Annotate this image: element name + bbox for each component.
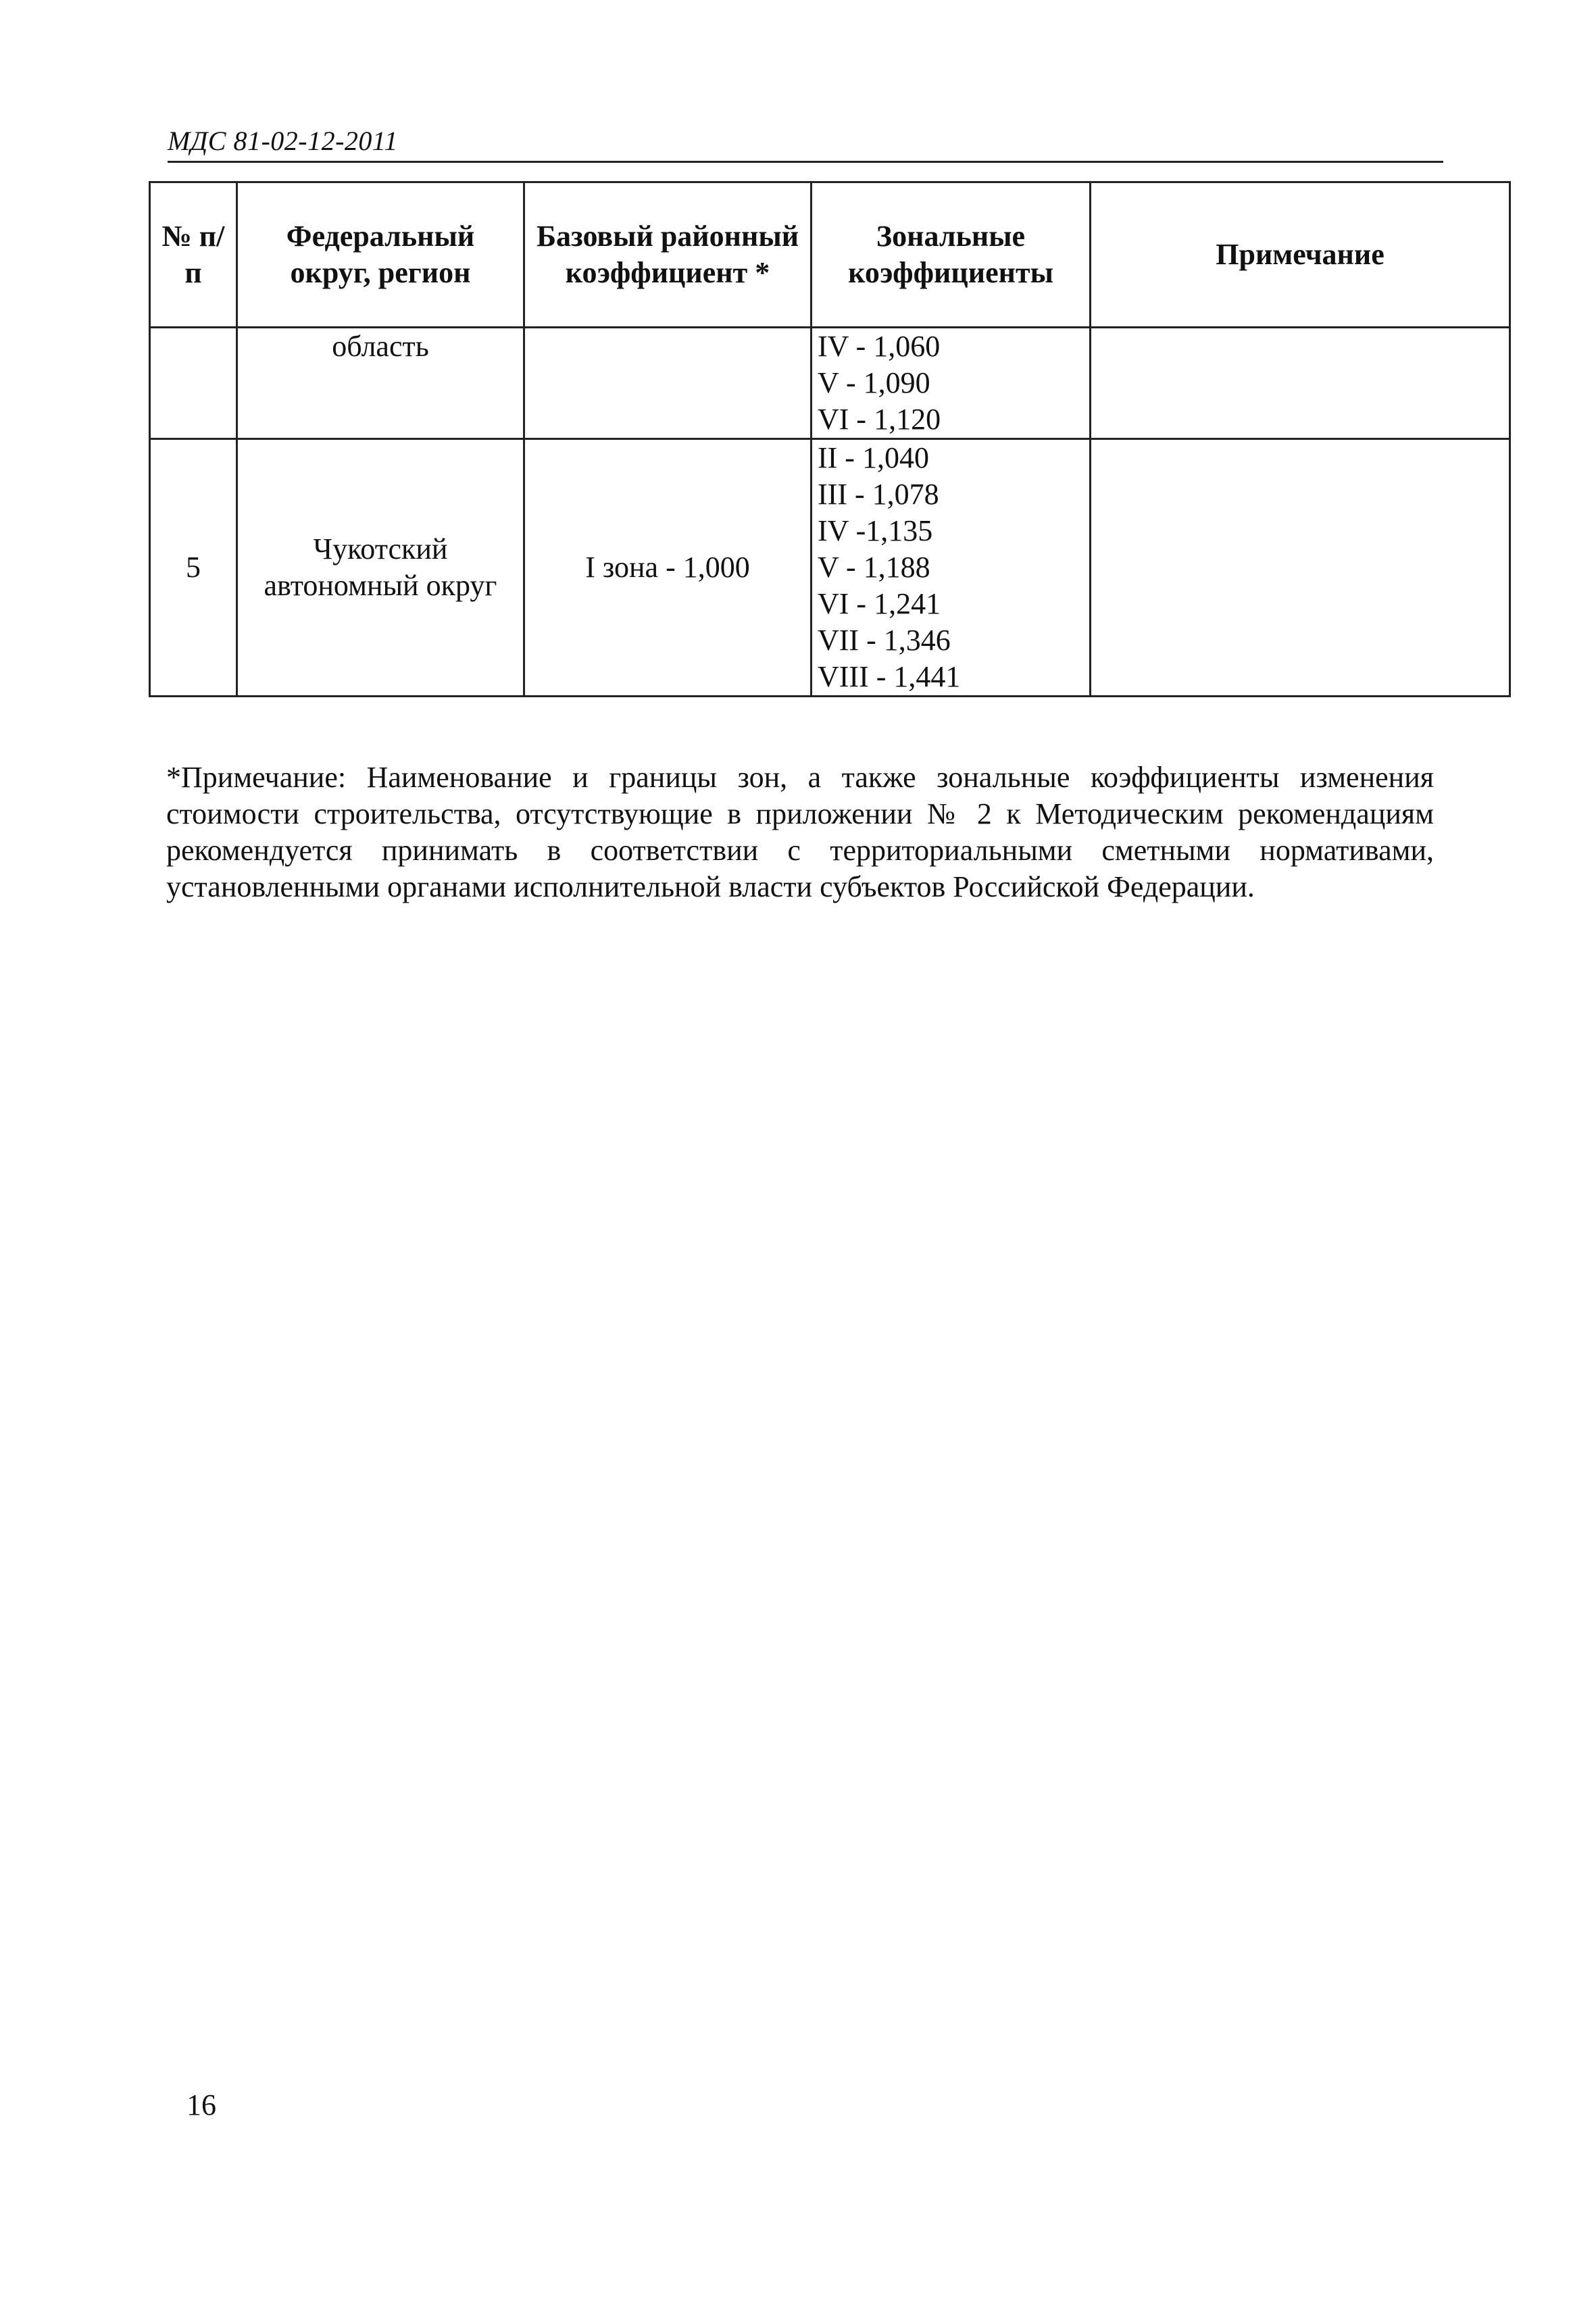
zone-coefficient: IV - 1,060 bbox=[818, 330, 941, 363]
row-base-coefficient bbox=[524, 328, 812, 439]
coefficients-table bbox=[149, 181, 1511, 697]
header-zonal-coefficients: Зональные коэффициенты bbox=[812, 182, 1091, 328]
header-number: № п/п bbox=[150, 182, 237, 328]
zone-coefficient: III - 1,078 bbox=[818, 478, 939, 511]
row-base-coefficient: I зона - 1,000 bbox=[524, 439, 812, 697]
row-region: область bbox=[237, 328, 524, 439]
row-note bbox=[1091, 328, 1510, 439]
document-code: МДС 81-02-12-2011 bbox=[168, 126, 398, 156]
zone-coefficient: II - 1,040 bbox=[818, 441, 929, 474]
table-body bbox=[150, 328, 1510, 697]
row-number bbox=[150, 328, 237, 439]
table-header bbox=[150, 182, 1510, 328]
zone-coefficient: VI - 1,241 bbox=[818, 587, 941, 620]
table-row bbox=[150, 328, 1510, 439]
table-row bbox=[150, 439, 1510, 697]
footnote: *Примечание: Наименование и границы зон, а также зональные коэффициенты изменения стоимости строительства, отсутствующие в приложении № 2 к Методическим рекомендациям рекомендуется принимать в соответствии с территориальными сметными нормативами, установленными органами исполнительной власти субъектов Российской Федерации. bbox=[166, 761, 1434, 903]
zone-coefficient: V - 1,188 bbox=[818, 551, 930, 584]
page-number: 16 bbox=[186, 2088, 216, 2121]
header-region: Федеральный округ, регион bbox=[237, 182, 524, 328]
zone-coefficient: VIII - 1,441 bbox=[818, 660, 961, 693]
table-header-row bbox=[150, 182, 1510, 328]
header-base-coefficient: Базовый районный коэффициент * bbox=[524, 182, 812, 328]
row-region: Чукотский автономный округ bbox=[237, 439, 524, 697]
header-note: Примечание bbox=[1091, 182, 1510, 328]
zone-coefficient: VII - 1,346 bbox=[818, 624, 951, 657]
row-zonal-coefficients bbox=[812, 328, 1091, 439]
page-header bbox=[168, 120, 1443, 163]
row-note bbox=[1091, 439, 1510, 697]
row-number: 5 bbox=[150, 439, 237, 697]
row-zonal-coefficients bbox=[812, 439, 1091, 697]
zone-coefficient: IV -1,135 bbox=[818, 514, 933, 547]
zone-coefficient: V - 1,090 bbox=[818, 366, 930, 399]
zone-coefficient: VI - 1,120 bbox=[818, 403, 941, 436]
